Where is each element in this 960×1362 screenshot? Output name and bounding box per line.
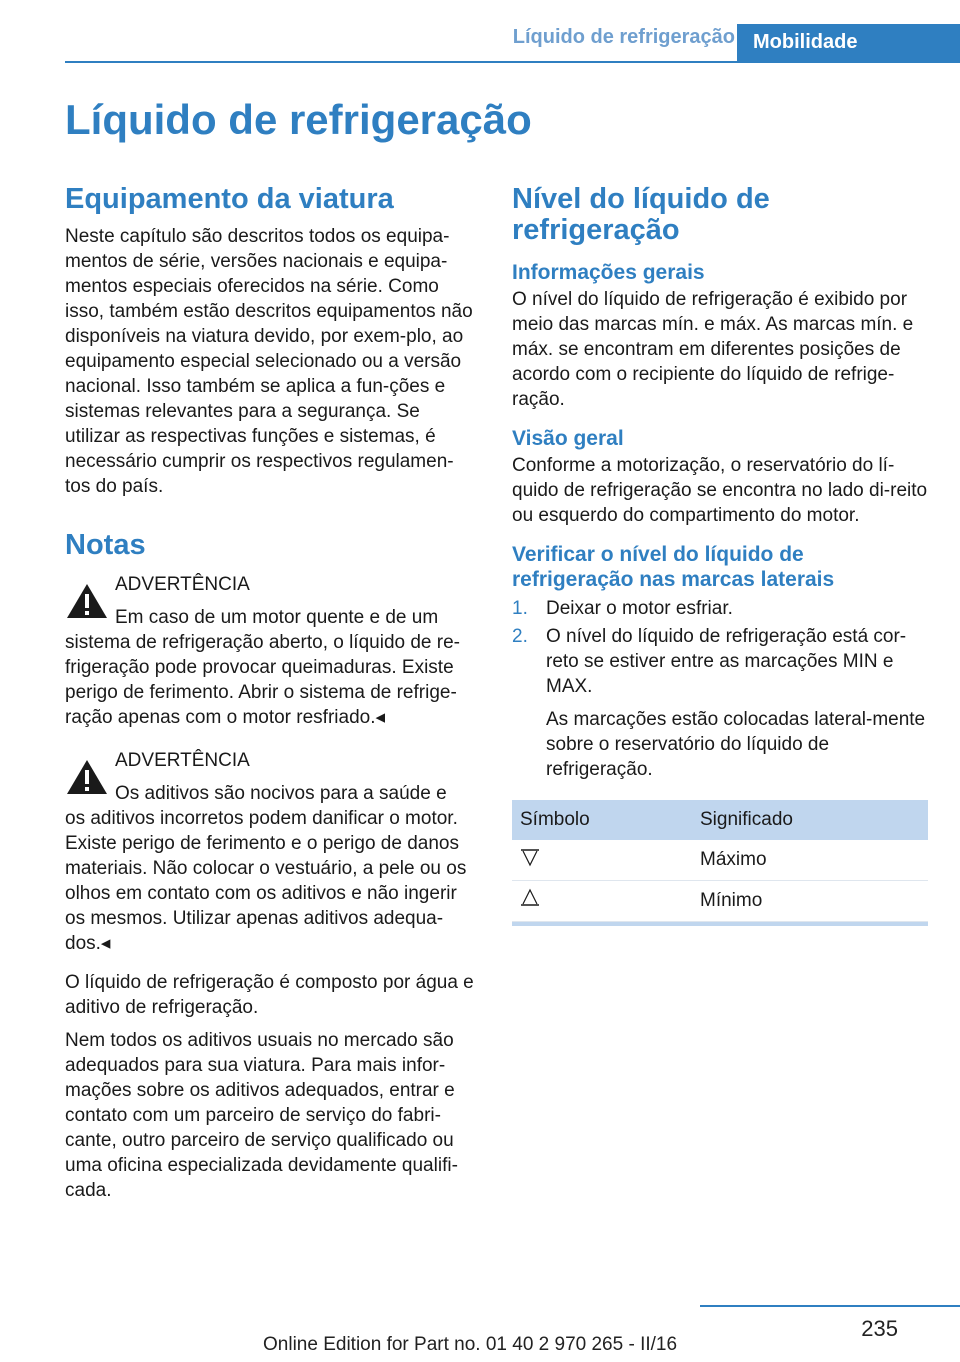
step-number: 2. [512, 626, 528, 647]
warning-1-title: ADVERTÊNCIA [115, 574, 250, 595]
warning-2-title: ADVERTÊNCIA [115, 750, 250, 771]
warning-triangle-icon [65, 582, 109, 620]
header-section-title: Líquido de refrigeração [512, 26, 735, 48]
min-mark-icon [520, 888, 540, 908]
max-meaning: Máximo [692, 840, 928, 881]
table-header-meaning: Significado [692, 800, 928, 840]
warning-block-1 [65, 572, 477, 730]
warning-2-first-line: Os aditivos são nocivos para a saúde e [115, 783, 447, 804]
list-item [512, 624, 928, 782]
equipment-text: Neste capítulo são descritos todos os equipa-mentos de série, versões nacionais e equipa-mentos especiais oferecidos na série. Como isso, também estão descritos equipamentos não disponíveis na viatura devido, por exem-plo, ao equipamento especial selecionado ou a versão nacional. Isso também se aplica a fun-ções e sistemas relevantes para a segurança. Se utilizar as respectivas funções e sistemas, é necessário cumprir os respectivos regulamen-tos do país. [65, 226, 473, 497]
page-number: 235 [861, 1316, 898, 1341]
max-mark-cell [512, 840, 692, 881]
check-level-heading: Verificar o nível do líquido de refrigeração nas marcas laterais [512, 543, 835, 591]
symbol-table [512, 800, 928, 922]
step-text: Deixar o motor esfriar. [546, 598, 733, 619]
left-column [65, 184, 477, 1203]
header-tab-mobilidade: Mobilidade [737, 24, 960, 61]
warning-triangle-icon [65, 758, 109, 796]
coolant-level-heading: Nível do líquido de refrigeração [512, 183, 770, 246]
equipment-heading: Equipamento da viatura [65, 183, 394, 215]
table-row [512, 840, 928, 881]
page-title: Líquido de refrigeração [65, 96, 532, 143]
overview-heading: Visão geral [512, 427, 624, 450]
step-note: As marcações estão colocadas lateral-mente sobre o reservatório do líquido de refrigeração. [546, 709, 926, 780]
warning-block-2 [65, 748, 477, 956]
overview-text: Conforme a motorização, o reservatório do lí-quido de refrigeração se encontra no lado di-reito ou esquerdo do compartimento do motor. [512, 455, 928, 526]
table-bottom-rule [512, 922, 928, 926]
table-header-row [512, 800, 928, 840]
step-text: O nível do líquido de refrigeração está cor-reto se estiver entre as marcações MIN e MAX. [546, 626, 907, 697]
warning-2-body: os aditivos incorretos podem danificar o motor. Existe perigo de ferimento e o perigo de danos materiais. Não colocar o vestuário, a pele ou os olhos em contato com os aditivos e não ingerir os mesmos. Utilizar apenas aditivos adequa-dos.◂ [65, 808, 467, 954]
additives-text: Nem todos os aditivos usuais no mercado são adequados para sua viatura. Para mais infor-mações sobre os aditivos adequados, entrar e contato com um parceiro de serviço do fabri-cante, outro parceiro de serviço qualificado ou uma oficina especializada devidamente qualifi-cada. [65, 1030, 458, 1201]
general-info-text: O nível do líquido de refrigeração é exibido por meio das marcas mín. e máx. As marcas mín. e máx. se encontram em diferentes posições de acordo com o recipiente do líquido de refrige-ração. [512, 289, 914, 410]
footer-edition-text: Online Edition for Part no. 01 40 2 970 265 - II/16 [263, 1334, 678, 1355]
header-rule [65, 61, 960, 63]
min-mark-cell [512, 881, 692, 922]
right-column [512, 184, 928, 926]
min-meaning: Mínimo [692, 881, 928, 922]
general-info-heading: Informações gerais [512, 261, 705, 284]
footer-rule [700, 1305, 960, 1307]
step-number: 1. [512, 598, 528, 619]
warning-1-body: sistema de refrigeração aberto, o líquido de re-frigeração pode provocar queimaduras. Existe perigo de ferimento. Abrir o sistema de refrige-ração apenas com o motor resfriado.◂ [65, 632, 460, 728]
table-header-symbol: Símbolo [512, 800, 692, 840]
notes-heading: Notas [65, 529, 146, 561]
list-item [512, 596, 928, 621]
steps-list [512, 596, 928, 782]
table-row [512, 881, 928, 922]
coolant-composition-text: O líquido de refrigeração é composto por água e aditivo de refrigeração. [65, 972, 474, 1018]
max-mark-icon [520, 847, 540, 867]
warning-1-first-line: Em caso de um motor quente e de um [115, 607, 439, 628]
